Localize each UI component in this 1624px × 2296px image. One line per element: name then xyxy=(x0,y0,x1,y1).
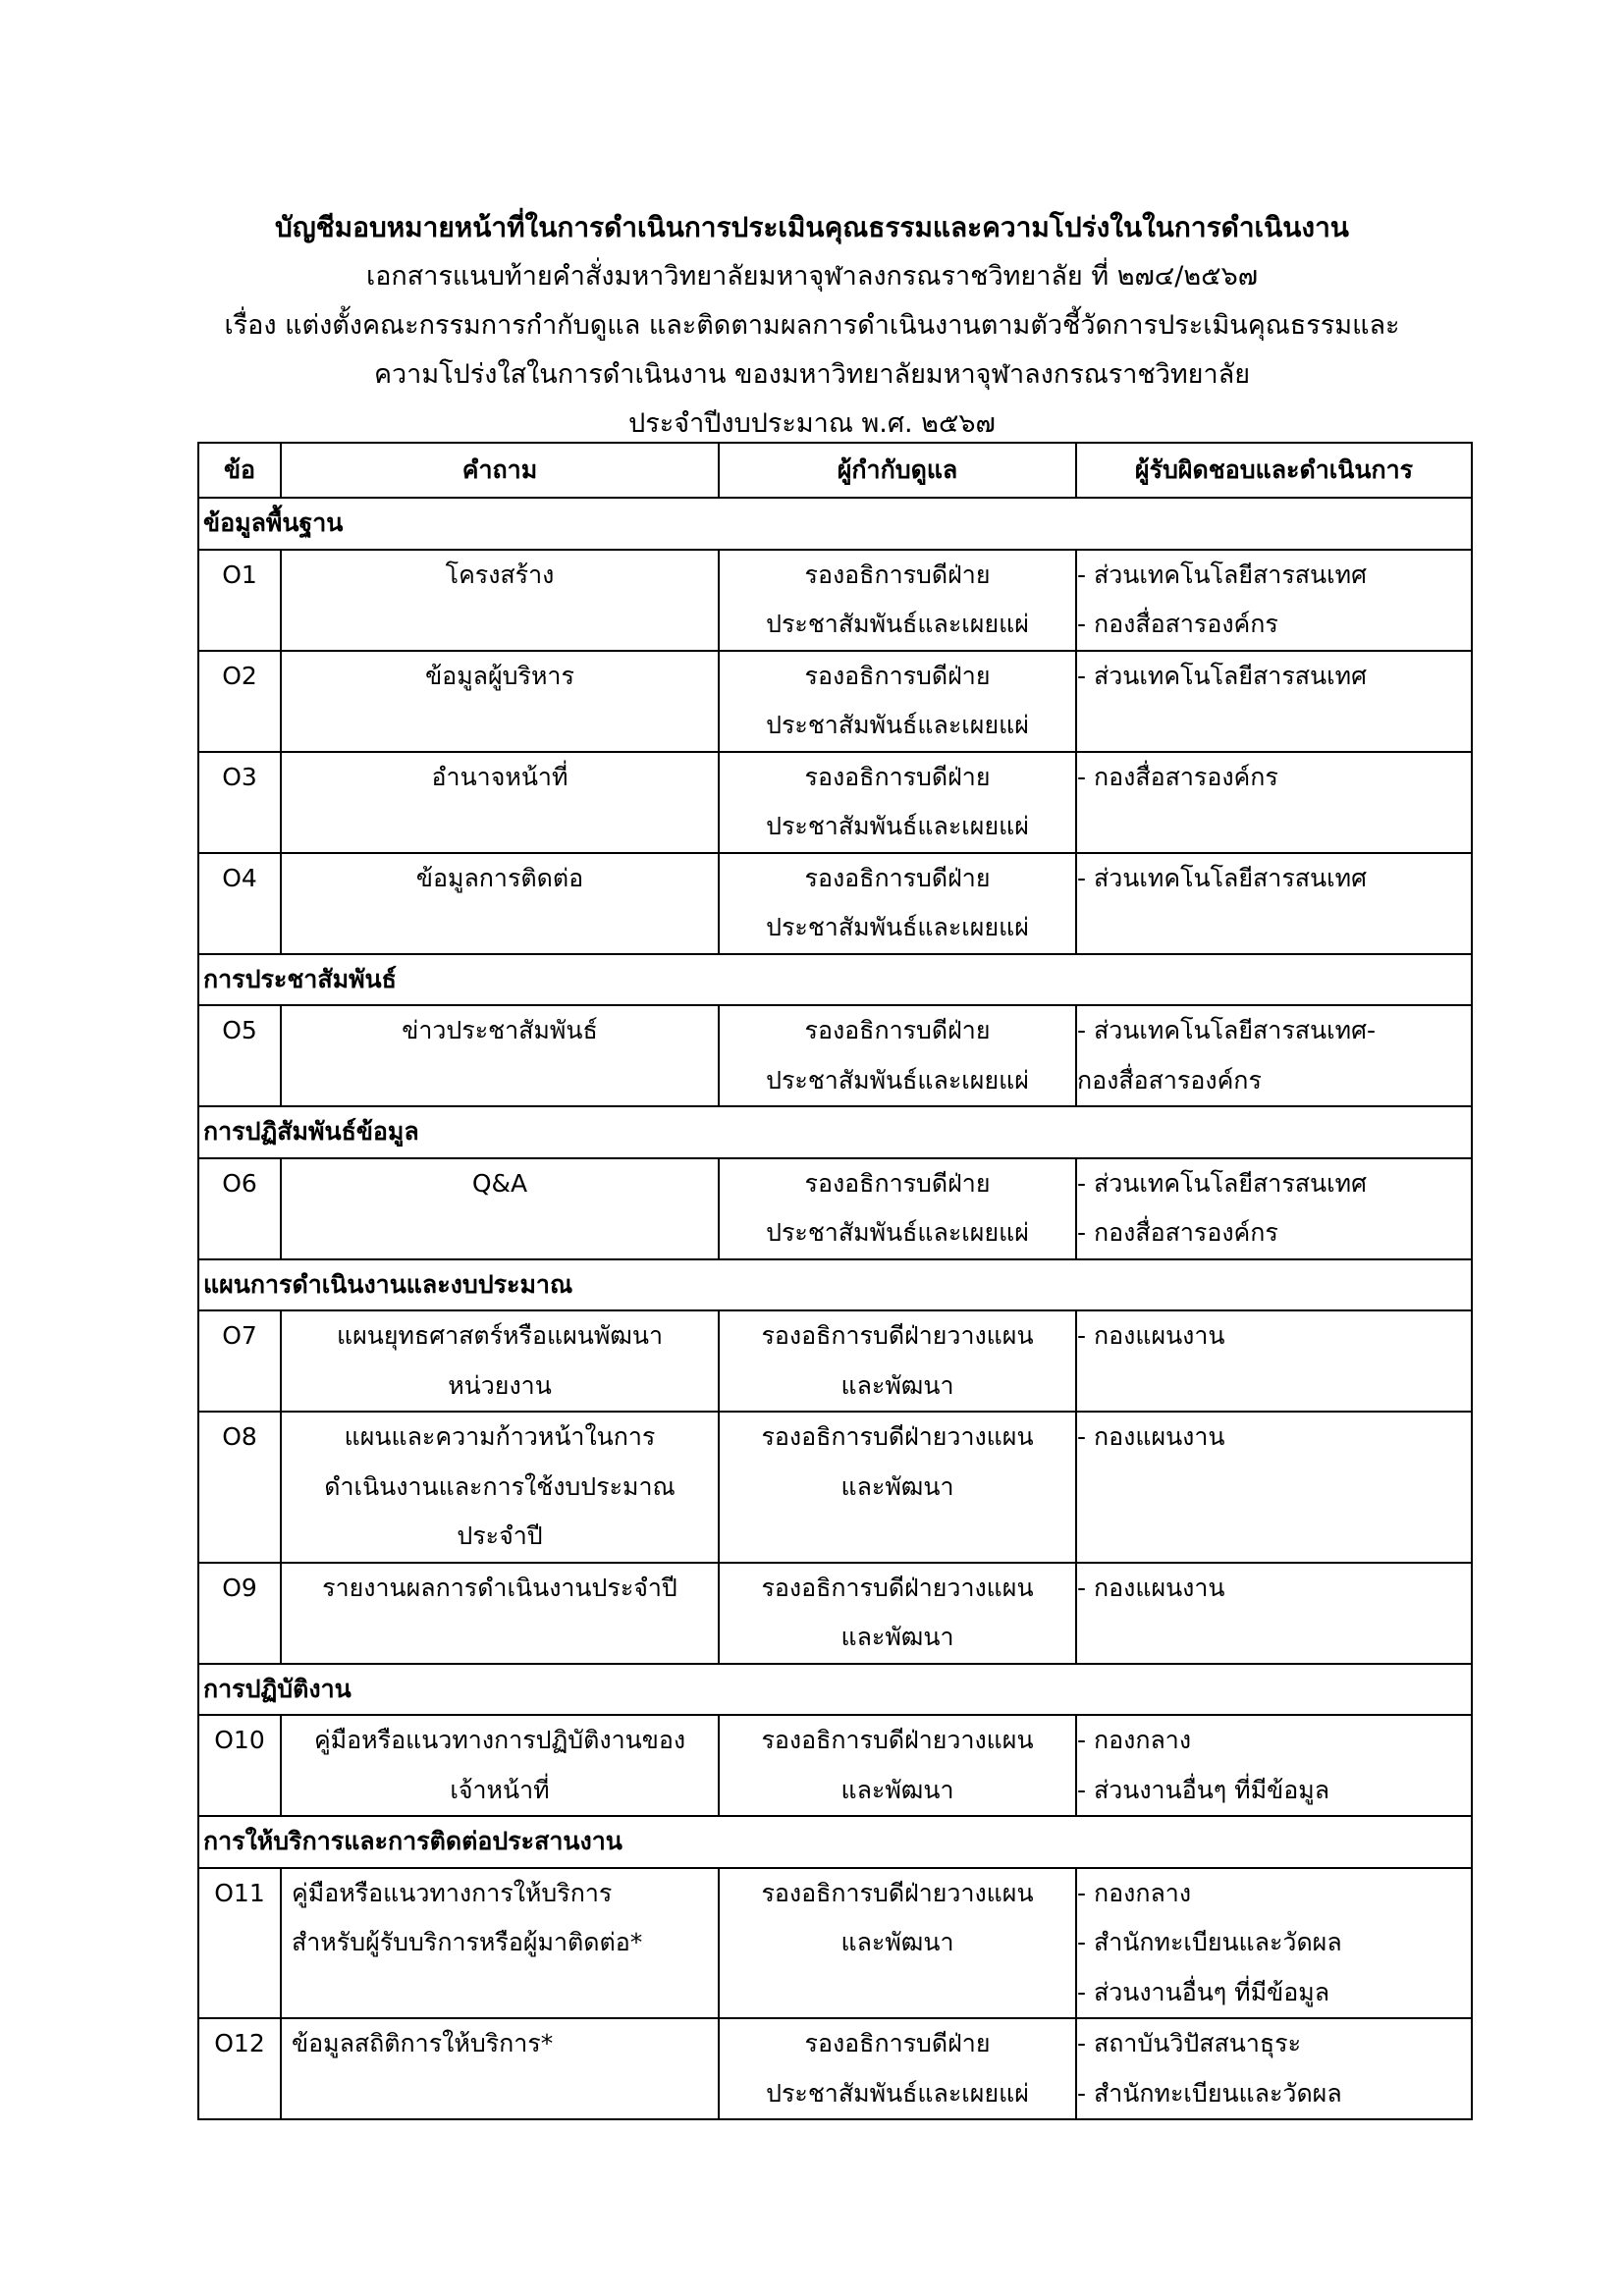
section-operations: การปฏิบัติงาน xyxy=(198,1664,1472,1716)
question-line: แผนยุทธศาสตร์หรือแผนพัฒนา xyxy=(336,1321,664,1350)
subject-line-continued: ความโปร่งใสในการดำเนินงาน ของมหาวิทยาลัยมหาจุฬาลงกรณราชวิทยาลัย xyxy=(373,359,1251,390)
supervisor-line: รองอธิการบดีฝ่ายวางแผน xyxy=(761,1573,1034,1602)
fiscal-year: ประจำปีงบประมาณ พ.ศ. ๒๕๖๗ xyxy=(628,408,996,439)
table-row xyxy=(198,1310,1472,1412)
row-supervisor xyxy=(719,1005,1076,1106)
responsible-line: - กองกลาง xyxy=(1077,1878,1192,1907)
subject-line: เรื่อง แต่งตั้งคณะกรรมการกำกับดูแล และติดตามผลการดำเนินงานตามตัวชี้วัดการประเมินคุณธรรมและ xyxy=(224,310,1400,341)
row-responsible xyxy=(1076,1563,1472,1664)
section-row xyxy=(198,1816,1472,1868)
header-question: คำถาม xyxy=(281,443,719,498)
row-question: ข้อมูลผู้บริหาร xyxy=(281,651,719,752)
responsible-line: - ส่วนงานอื่นๆ ที่มีข้อมูล xyxy=(1077,1977,1330,2006)
supervisor-line: รองอธิการบดีฝ่าย xyxy=(804,1168,991,1198)
row-supervisor xyxy=(719,1412,1076,1563)
row-responsible xyxy=(1076,2018,1472,2119)
table-row xyxy=(198,1715,1472,1816)
row-responsible xyxy=(1076,1715,1472,1816)
supervisor-line: ประชาสัมพันธ์และเผยแผ่ xyxy=(766,913,1029,941)
supervisor-line: รองอธิการบดีฝ่าย xyxy=(804,560,991,589)
responsible-line: - ส่วนเทคโนโลยีสารสนเทศ xyxy=(1077,1168,1367,1198)
row-supervisor xyxy=(719,752,1076,853)
responsible-line: - ส่วนเทคโนโลยีสารสนเทศ xyxy=(1077,661,1367,690)
row-responsible xyxy=(1076,1310,1472,1412)
supervisor-line: ประชาสัมพันธ์และเผยแผ่ xyxy=(766,2078,1029,2108)
supervisor-line: และพัฒนา xyxy=(840,1471,954,1501)
row-supervisor xyxy=(719,1715,1076,1816)
row-question: Q&A xyxy=(281,1158,719,1259)
row-number: O4 xyxy=(198,853,281,954)
question-line: หน่วยงาน xyxy=(448,1370,552,1400)
section-public-relations: การประชาสัมพันธ์ xyxy=(198,954,1472,1006)
row-responsible xyxy=(1076,853,1472,954)
row-responsible xyxy=(1076,1868,1472,2019)
responsible-line: - กองแผนงาน xyxy=(1077,1321,1225,1350)
row-number: O8 xyxy=(198,1412,281,1563)
section-information-interaction: การปฏิสัมพันธ์ข้อมูล xyxy=(198,1106,1472,1158)
document-title: บัญชีมอบหมายหน้าที่ในการดำเนินการประเมินคุณธรรมและความโปร่งในในการดำเนินงาน xyxy=(275,211,1349,243)
question-line: คู่มือหรือแนวทางการปฏิบัติงานของ xyxy=(313,1726,686,1754)
supervisor-line: ประชาสัมพันธ์และเผยแผ่ xyxy=(766,1065,1029,1095)
table-row xyxy=(198,2018,1472,2119)
row-number: O2 xyxy=(198,651,281,752)
supervisor-line: รองอธิการบดีฝ่ายวางแผน xyxy=(761,1422,1034,1451)
row-question: ข้อมูลการติดต่อ xyxy=(281,853,719,954)
row-supervisor xyxy=(719,1563,1076,1664)
supervisor-line: และพัฒนา xyxy=(840,1775,954,1804)
supervisor-line: ประชาสัมพันธ์และเผยแผ่ xyxy=(766,1218,1029,1247)
table-row xyxy=(198,853,1472,954)
table-row xyxy=(198,1412,1472,1563)
supervisor-line: ประชาสัมพันธ์และเผยแผ่ xyxy=(766,812,1029,840)
header-responsible: ผู้รับผิดชอบและดำเนินการ xyxy=(1076,443,1472,498)
section-row xyxy=(198,954,1472,1006)
question-line: เจ้าหน้าที่ xyxy=(450,1775,550,1804)
table-row xyxy=(198,752,1472,853)
supervisor-line: รองอธิการบดีฝ่ายวางแผน xyxy=(761,1726,1034,1754)
row-number: O1 xyxy=(198,550,281,651)
table-row xyxy=(198,1563,1472,1664)
responsible-line: - กองสื่อสารองค์กร xyxy=(1077,762,1278,791)
attachment-reference: เอกสารแนบท้ายคำสั่งมหาวิทยาลัยมหาจุฬาลงกรณราชวิทยาลัย ที่ ๒๗๔/๒๕๖๗ xyxy=(365,261,1259,292)
row-number: O9 xyxy=(198,1563,281,1664)
responsible-line: - กองสื่อสารองค์กร xyxy=(1077,610,1278,638)
question-line: ประจำปี xyxy=(457,1522,543,1550)
table-row xyxy=(198,1158,1472,1259)
table-row xyxy=(198,1005,1472,1106)
row-responsible xyxy=(1076,1412,1472,1563)
responsible-line: - กองกลาง xyxy=(1077,1726,1192,1754)
supervisor-line: และพัฒนา xyxy=(840,1370,954,1400)
row-number: O12 xyxy=(198,2018,281,2119)
row-question xyxy=(281,1715,719,1816)
row-supervisor xyxy=(719,1310,1076,1412)
section-basic-info: ข้อมูลพื้นฐาน xyxy=(198,498,1472,550)
row-number: O10 xyxy=(198,1715,281,1816)
row-number: O6 xyxy=(198,1158,281,1259)
row-responsible xyxy=(1076,550,1472,651)
row-responsible xyxy=(1076,1005,1472,1106)
supervisor-line: รองอธิการบดีฝ่าย xyxy=(804,661,991,690)
document-header xyxy=(147,203,1477,449)
responsible-line: - สำนักทะเบียนและวัดผล xyxy=(1077,2078,1342,2108)
supervisor-line: รองอธิการบดีฝ่าย xyxy=(804,1016,991,1044)
row-question xyxy=(281,1310,719,1412)
assignment-table xyxy=(197,442,1473,2120)
supervisor-line: รองอธิการบดีฝ่าย xyxy=(804,762,991,791)
table-row xyxy=(198,651,1472,752)
supervisor-line: รองอธิการบดีฝ่าย xyxy=(804,2029,991,2057)
row-supervisor xyxy=(719,2018,1076,2119)
responsible-line: - สำนักทะเบียนและวัดผล xyxy=(1077,1928,1342,1956)
row-responsible xyxy=(1076,752,1472,853)
supervisor-line: ประชาสัมพันธ์และเผยแผ่ xyxy=(766,610,1029,638)
responsible-line: - ส่วนเทคโนโลยีสารสนเทศ- xyxy=(1077,1016,1377,1044)
row-number: O5 xyxy=(198,1005,281,1106)
responsible-line: - ส่วนงานอื่นๆ ที่มีข้อมูล xyxy=(1077,1775,1330,1804)
row-question: อำนาจหน้าที่ xyxy=(281,752,719,853)
row-number: O11 xyxy=(198,1868,281,2019)
supervisor-line: รองอธิการบดีฝ่ายวางแผน xyxy=(761,1321,1034,1350)
row-question: รายงานผลการดำเนินงานประจำปี xyxy=(281,1563,719,1664)
section-row xyxy=(198,1664,1472,1716)
row-question: ข่าวประชาสัมพันธ์ xyxy=(281,1005,719,1106)
section-row xyxy=(198,1106,1472,1158)
section-service-and-contact: การให้บริการและการติดต่อประสานงาน xyxy=(198,1816,1472,1868)
header-no: ข้อ xyxy=(198,443,281,498)
table-row xyxy=(198,550,1472,651)
supervisor-line: และพัฒนา xyxy=(840,1623,954,1651)
row-question: ข้อมูลสถิติการให้บริการ* xyxy=(281,2018,719,2119)
section-row xyxy=(198,498,1472,550)
row-responsible xyxy=(1076,1158,1472,1259)
supervisor-line: รองอธิการบดีฝ่าย xyxy=(804,863,991,892)
supervisor-line: รองอธิการบดีฝ่ายวางแผน xyxy=(761,1878,1034,1907)
row-supervisor xyxy=(719,550,1076,651)
row-supervisor xyxy=(719,651,1076,752)
row-responsible xyxy=(1076,651,1472,752)
question-line: ดำเนินงานและการใช้งบประมาณ xyxy=(324,1471,676,1501)
section-row xyxy=(198,1259,1472,1311)
header-supervisor: ผู้กำกับดูแล xyxy=(719,443,1076,498)
responsible-line: - กองแผนงาน xyxy=(1077,1573,1225,1602)
responsible-line: - ส่วนเทคโนโลยีสารสนเทศ xyxy=(1077,863,1367,892)
row-question xyxy=(281,1868,719,2019)
supervisor-line: ประชาสัมพันธ์และเผยแผ่ xyxy=(766,711,1029,739)
responsible-line: - ส่วนเทคโนโลยีสารสนเทศ xyxy=(1077,560,1367,589)
question-line: แผนและความก้าวหน้าในการ xyxy=(344,1422,656,1451)
responsible-line: กองสื่อสารองค์กร xyxy=(1077,1065,1262,1095)
section-plan-and-budget: แผนการดำเนินงานและงบประมาณ xyxy=(198,1259,1472,1311)
supervisor-line: และพัฒนา xyxy=(840,1928,954,1956)
row-question: โครงสร้าง xyxy=(281,550,719,651)
responsible-line: - สถาบันวิปัสสนาธุระ xyxy=(1077,2029,1302,2057)
question-line: คู่มือหรือแนวทางการให้บริการ xyxy=(292,1878,613,1907)
row-supervisor xyxy=(719,853,1076,954)
row-number: O3 xyxy=(198,752,281,853)
row-number: O7 xyxy=(198,1310,281,1412)
table-row xyxy=(198,1868,1472,2019)
table-header-row xyxy=(198,443,1472,498)
row-supervisor xyxy=(719,1158,1076,1259)
question-line: สำหรับผู้รับบริการหรือผู้มาติดต่อ* xyxy=(292,1928,643,1956)
row-question xyxy=(281,1412,719,1563)
responsible-line: - กองสื่อสารองค์กร xyxy=(1077,1218,1278,1247)
responsible-line: - กองแผนงาน xyxy=(1077,1422,1225,1451)
row-supervisor xyxy=(719,1868,1076,2019)
